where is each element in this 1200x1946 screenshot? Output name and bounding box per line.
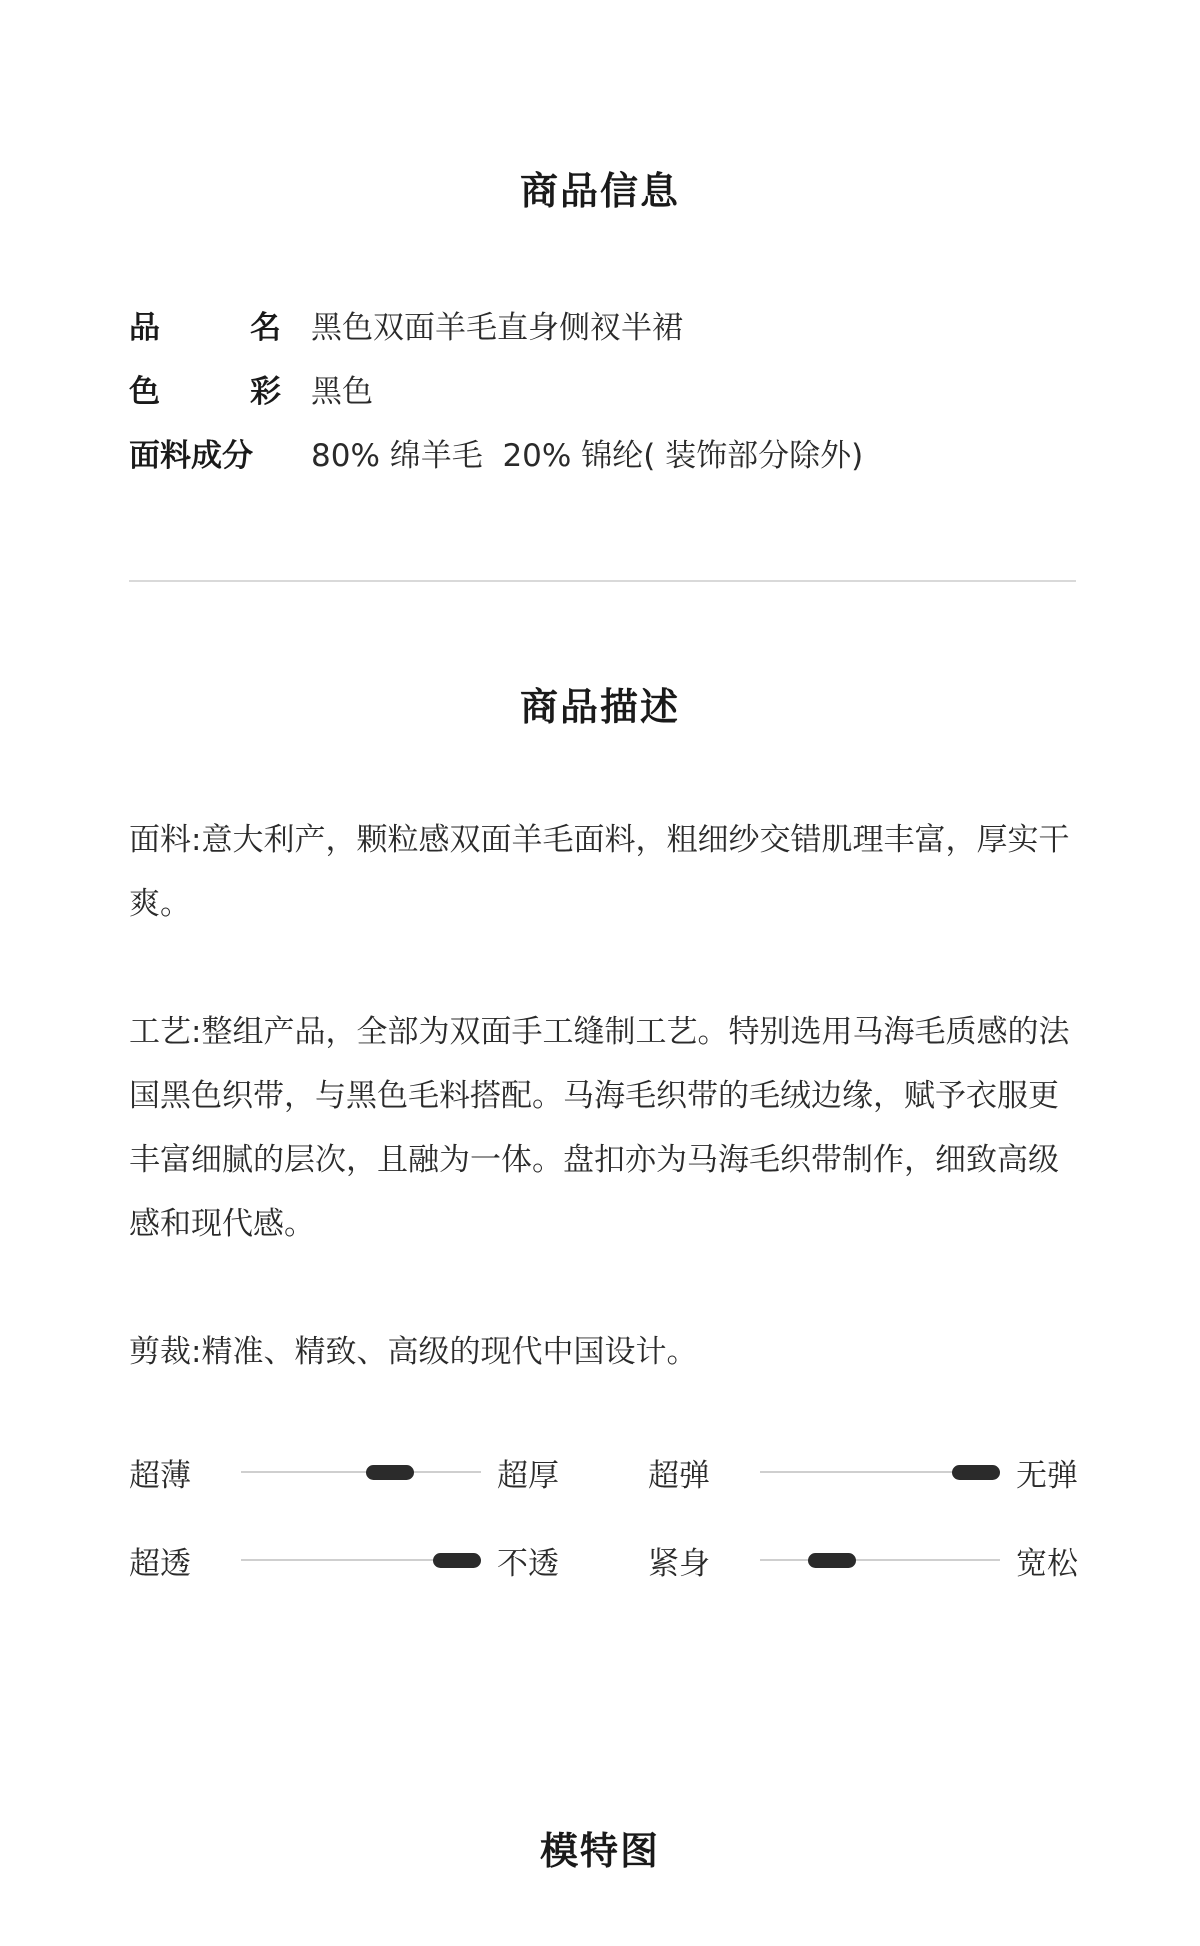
info-row-fabric	[129, 430, 863, 474]
scale-elasticity-indicator	[952, 1465, 1000, 1480]
scale-transparency-indicator	[433, 1553, 481, 1568]
info-label-name: 品 名	[129, 309, 281, 346]
model-photos-title: 模特图	[539, 1828, 660, 1873]
scale-thickness	[129, 1450, 559, 1494]
scale-elasticity	[648, 1450, 1078, 1494]
section-divider	[129, 580, 1076, 582]
scale-elasticity-left-label: 超弹	[648, 1457, 710, 1494]
product-info-title: 商品信息	[519, 168, 680, 213]
scale-thickness-left-label: 超薄	[129, 1457, 191, 1494]
scale-transparency-left-label: 超透	[129, 1545, 191, 1582]
scale-elasticity-right-label: 无弹	[1016, 1457, 1078, 1494]
scale-transparency-track	[241, 1538, 481, 1582]
scale-thickness-track	[241, 1450, 481, 1494]
info-value-color: 黑色	[311, 373, 373, 410]
scale-elasticity-track	[760, 1450, 1000, 1494]
scale-transparency	[129, 1538, 559, 1582]
scale-fit-right-label: 宽松	[1016, 1545, 1078, 1582]
description-fabric: 面料:意大利产，颗粒感双面羊毛面料，粗细纱交错肌理丰富，厚实干爽。	[129, 822, 1070, 922]
scale-fit-left-label: 紧身	[648, 1545, 710, 1582]
product-description-title: 商品描述	[519, 684, 680, 729]
scale-thickness-right-label: 超厚	[497, 1457, 559, 1494]
info-label-fabric: 面料成分	[129, 437, 253, 474]
scale-fit-indicator	[808, 1553, 856, 1568]
scale-fit-track	[760, 1538, 1000, 1582]
info-value-fabric: 80% 绵羊毛 20% 锦纶( 装饰部分除外)	[311, 437, 864, 474]
info-row-color	[129, 366, 373, 410]
description-craft: 工艺:整组产品，全部为双面手工缝制工艺。特别选用马海毛质感的法国黑色织带，与黑色毛料搭配。马海毛织带的毛绒边缘，赋予衣服更丰富细腻的层次，且融为一体。盘扣亦为马海毛织带制作，细致高级感和现代感。	[129, 1014, 1070, 1242]
info-label-color: 色 彩	[129, 373, 281, 410]
scale-thickness-indicator	[366, 1465, 414, 1480]
scale-fit	[648, 1538, 1078, 1582]
info-row-name	[129, 302, 683, 346]
info-value-name: 黑色双面羊毛直身侧衩半裙	[311, 309, 683, 346]
scale-transparency-right-label: 不透	[497, 1545, 559, 1582]
description-cut: 剪裁:精准、精致、高级的现代中国设计。	[129, 1334, 698, 1370]
